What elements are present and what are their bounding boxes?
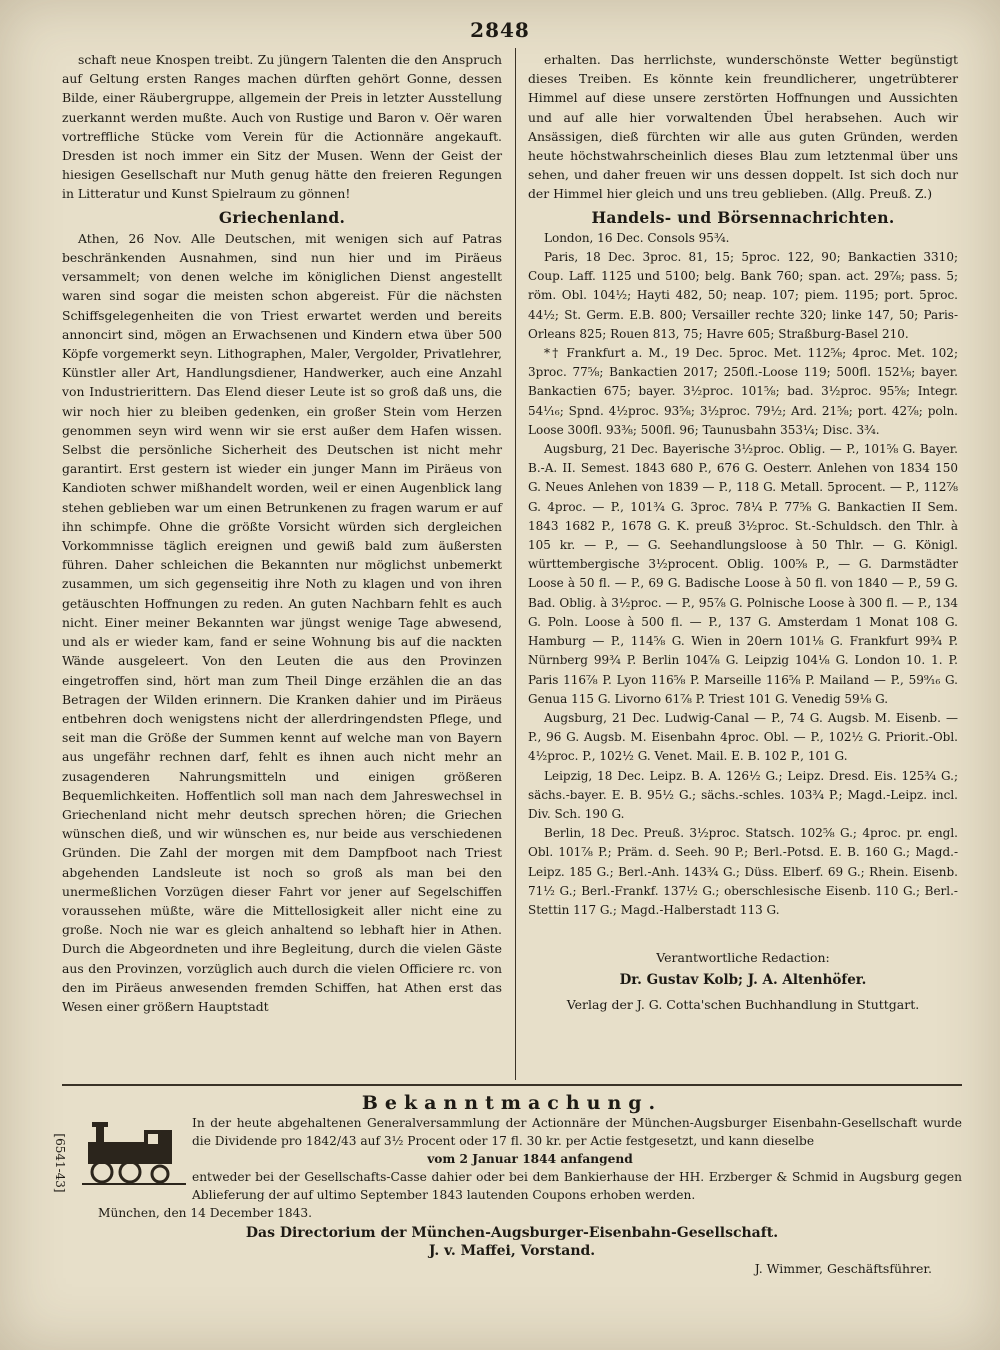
market-entry-augsburg: Augsburg, 21 Dec. Bayerische 3½proc. Oblig. — P., 101⅝ G. Bayer. B.-A. II. Semest. 1843 680 P., 676 G. Oesterr. Anlehen von 1834 150 G. Neues Anlehen von 1839 — P., 118 G. Metall. 5procent. — P., 112⅞ G. 4proc. — P., 101¾ G. 3proc. 78¼ P. 77⅝ G. Bankactien II Sem. 1843 1682 P., 1678 G. K. preuß 3½proc. St.-Schuldsch. den Thlr. à 105 kr. — P., — G. Seehandlungsloose à 50 Thlr. — G. Königl. württembergische 3½procent. Oblig. 100⅝ P., — G. Darmstädter Loose à 50 fl. — P., 69 G. Badische Loose à 50 fl. von 1840 — P., 59 G. Bad. Oblig. à 3½proc. — P., 95⅞ G. Polnische Loose à 300 fl. — P., 134 G. Poln. Loose à 500 fl. — P., 137 G. Amsterdam 1 Monat 108 G. Hamburg — P., 114⅝ G. Wien in 20ern 101⅛ G. Frankfurt 99¾ P. Nürnberg 99¾ P. Berlin 104⅞ G. Leipzig 104⅛ G. London 10. 1. P. Paris 116⅞ P. Lyon 116⅝ P. Marseille 116⅝ P. Mailand — P., 59⁹⁄₁₆ G. Genua 115 G. Livorno 61⅞ P. Triest 101 G. Venedig 59⅛ G. [528, 442, 958, 706]
article-athen-text: Athen, 26 Nov. Alle Deutschen, mit wenigen sich auf Patras beschränkenden Ausnahmen, sind nun hier und im Piräeus versammelt; von denen welche im königlichen Dienst angestellt waren sind sogar die meisten schon abgereist. Für die nächsten Schiffsgelegenheiten die von Triest erwartet werden und bereits annoncirt sind, mögen an Erwachsenen und Kindern etwa über 500 Köpfe vorgemerkt seyn. Lithographen, Maler, Vergolder, Privatlehrer, Künstler aller Art, Handlungsdiener, Handwerker, auch eine Anzahl von Industrierittern. Das Elend dieser Leute ist so groß daß uns, die wir noch hier zu bleiben gedenken, ein großer Stein vom Herzen genommen seyn wird wenn wir sie erst außer dem Hafen wissen. Selbst die persönliche Sicherheit des Deutschen ist nicht mehr garantirt. Erst gestern ist wieder ein junger Mann im Piräeus von Kandioten schwer mißhandelt worden, weil er einen Augenblick lang stehen geblieben war um einen Betrunkenen zu fragen warum er auf ihn schimpfe. Ohne die größte Vorsicht würden sich dergleichen Vorkommnisse täglich ereignen und gewiß bald zum äußersten führen. Daher schleichen die Bekannten nur möglichst unbemerkt zusammen, um sich gegenseitig ihre Noth zu klagen und von ihren getäuschten Hoffnungen zu reden. An guten Nachbarn fehlt es auch nicht. Einer meiner Bekannten war jüngst wenige Tage abwesend, und als er wieder kam, fand er seine Wohnung bis auf die nackten Wände ausgeleert. Von den Leuten die aus den Provinzen eingetroffen sind, hört man zum Theil Dinge erzählen die an das Betragen der Wilden erinnern. Die Kranken dahier und im Piräeus entbehren doch wenigstens nicht der allerdringendsten Pflege, und seit man die Größe der Summen kennt auf welche man von Bayern aus ungefähr rechnen darf, fehlt es ihnen auch nicht mehr an zusagenderen Nahrungsmitteln und einigen größeren Bequemlichkeiten. Hoffentlich soll man nach dem Jahreswechsel in Griechenland nicht mehr deutsch sprechen hören; die Griechen wünschen dieß, und wir wünschen es, nur beide aus verschiedenen Gründen. Die Zahl der morgen mit dem Dampfboot nach Triest abgehenden Landsleute ist noch so groß als man bei den unermeßlichen Vorzügen dieser Fahrt vor jener auf Segelschiffen voraussehen müßte, wäre die Mittellosigkeit aller nicht eine zu große. Noch nie war es gleich anhaltend so lebhaft hier in Athen. Durch die Abgeordneten und ihre Begleitung, durch die vielen Gäste aus den Provinzen, vorzüglich auch durch die vielen Officiere rc. von den im Piräeus anwesenden fremden Schiffen, hat Athen erst das Wesen einer größern Hauptstadt [62, 230, 502, 1014]
editorial-credits [528, 948, 958, 1014]
market-entry-augsburg-railway: Augsburg, 21 Dec. Ludwig-Canal — P., 74 G. Augsb. M. Eisenb. — P., 96 G. Augsb. M. Eisenbahn 4proc. Obl. — P., 102½ G. Priorit.-Obl. 4½proc. P., 102½ G. Venet. Mail. E. B. 102 P., 101 G. [528, 710, 958, 764]
notice-body: In der heute abgehaltenen Generalversammlung der Actionnäre der München-Augsburger Eisenbahn-Gesellschaft wurde die Dividende pro 1842/43 auf 3½ Procent oder 17 fl. 30 kr. per Actie festgesetzt, und kann dieselbe [192, 1116, 962, 1148]
market-entry-frankfurt: *† Frankfurt a. M., 19 Dec. 5proc. Met. 112⅝; 4proc. Met. 102; 3proc. 77⅝; Bankactien 2017; 250fl.-Loose 119; 500fl. 152⅛; bayer. Bankactien 675; bayer. 3½proc. 101⅝; bad. 3½proc. 95⅝; Integr. 54⅟₁₆; Spnd. 4½proc. 93⅝; 3½proc. 79½; Ard. 21⅝; port. 42⅞; poln. Loose 300fl. 93⅜; 500fl. 96; Taunusbahn 353¼; Disc. 3¾. [528, 346, 958, 437]
notice-title: Bekanntmachung. [361, 1092, 663, 1114]
article-dresden-text: schaft neue Knospen treibt. Zu jüngern Talenten die den Anspruch auf Geltung ersten Ranges machen dürften gehört Gonne, dessen Bilde, einer Räubergruppe, allgemein der Preis in letzter Ausstellung zuerkannt werden mußte. Auch von Rustige und Baron v. Oër waren vortreffliche Stücke vom Verein für die Actionnäre angekauft. Dresden ist noch immer ein Sitz der Musen. Wenn der Geist der hiesigen Gesellschaft nur Muth genug hätte den freieren Regungen in Litteratur und Kunst Spielraum zu gönnen! [62, 52, 502, 202]
market-entry-berlin: Berlin, 18 Dec. Preuß. 3½proc. Statsch. 102⅝ G.; 4proc. pr. engl. Obl. 101⅞ P.; Präm. d. Seeh. 90 P.; Berl.-Potsd. E. B. 160 G.; Magd.-Leipz. 185 G.; Berl.-Anh. 143¾ G.; Düss. Elberf. 69 G.; Rhein. Eisenb. 71½ G.; Berl.-Frankf. 137½ G.; oberschlesische Eisenb. 110 G.; Berl.-Stettin 117 G.; Magd.-Halberstadt 113 G. [528, 826, 958, 917]
section-heading-griechenland: Griechenland. [218, 207, 346, 227]
notice-body-continued: entweder bei der Gesellschafts-Casse dahier oder bei dem Bankierhause der HH. Erzberger & Schmid in Augsburg gegen Ablieferung der auf ultimo September 1843 lautenden Coupons erhoben werden. [192, 1170, 962, 1202]
column-divider [515, 48, 516, 1080]
notice-place-date: München, den 14 December 1843. [98, 1206, 312, 1220]
notice-signature-directorate: Das Directorium der München-Augsburger-Eisenbahn-Gesellschaft. [245, 1225, 779, 1241]
left-column [62, 50, 502, 1016]
page-number: 2848 [470, 18, 530, 42]
market-entry-paris: Paris, 18 Dec. 3proc. 81, 15; 5proc. 122, 90; Bankactien 3310; Coup. Laff. 1125 und 5100; belg. Bank 760; span. act. 29⅞; pass. 5; röm. Obl. 104½; Hayti 482, 50; neap. 107; piem. 1195; port. 5proc. 44½; St. Germ. E.B. 800; Versailler rechte 320; linke 147, 50; Paris-Orleans 825; Rouen 813, 75; Havre 605; Straßburg-Basel 210. [528, 250, 958, 341]
article-athen-continuation: erhalten. Das herrlichste, wunderschönste Wetter begünstigt dieses Treiben. Es könnte kein freundlicherer, ungetrübterer Himmel auf diese unsere zerstörten Hoffnungen und Aussichten und auf alle hier vorwaltenden Übel herabsehen. Auch wir Ansässigen, dieß fürchten wir alle aus guten Gründen, werden heute höchstwahrscheinlich dieses Blau zum letztenmal über uns sehen, und daher freuen wir uns dessen doppelt. Ist sich doch nur der Himmel hier gleich und uns treu geblieben. (Allg. Preuß. Z.) [528, 52, 958, 202]
redaction-editors: Dr. Gustav Kolb; J. A. Altenhöfer. [619, 972, 867, 989]
notice-divider [62, 1084, 962, 1086]
notice-signature-chairman: J. v. Maffei, Vorstand. [428, 1243, 596, 1259]
market-entry-leipzig: Leipzig, 18 Dec. Leipz. B. A. 126½ G.; Leipz. Dresd. Eis. 125¾ G.; sächs.-bayer. E. B. 95½ G.; sächs.-schles. 103¾ P.; Magd.-Leipz. incl. Div. Sch. 190 G. [528, 768, 958, 821]
railway-notice [62, 1094, 962, 1278]
market-entry-london: London, 16 Dec. Consols 95¾. [544, 230, 730, 245]
section-heading-boerse: Handels- und Börsennachrichten. [591, 207, 895, 227]
notice-date-bold: vom 2 Januar 1844 anfangend [427, 1152, 633, 1166]
redaction-label: Verantwortliche Redaction: [656, 950, 830, 966]
right-column [528, 50, 958, 1014]
notice-signature-manager: J. Wimmer, Geschäftsführer. [754, 1261, 932, 1276]
notice-id-text: [6541-43] [53, 1133, 67, 1193]
publisher-line: Verlag der J. G. Cotta'schen Buchhandlung in Stuttgart. [566, 996, 920, 1012]
